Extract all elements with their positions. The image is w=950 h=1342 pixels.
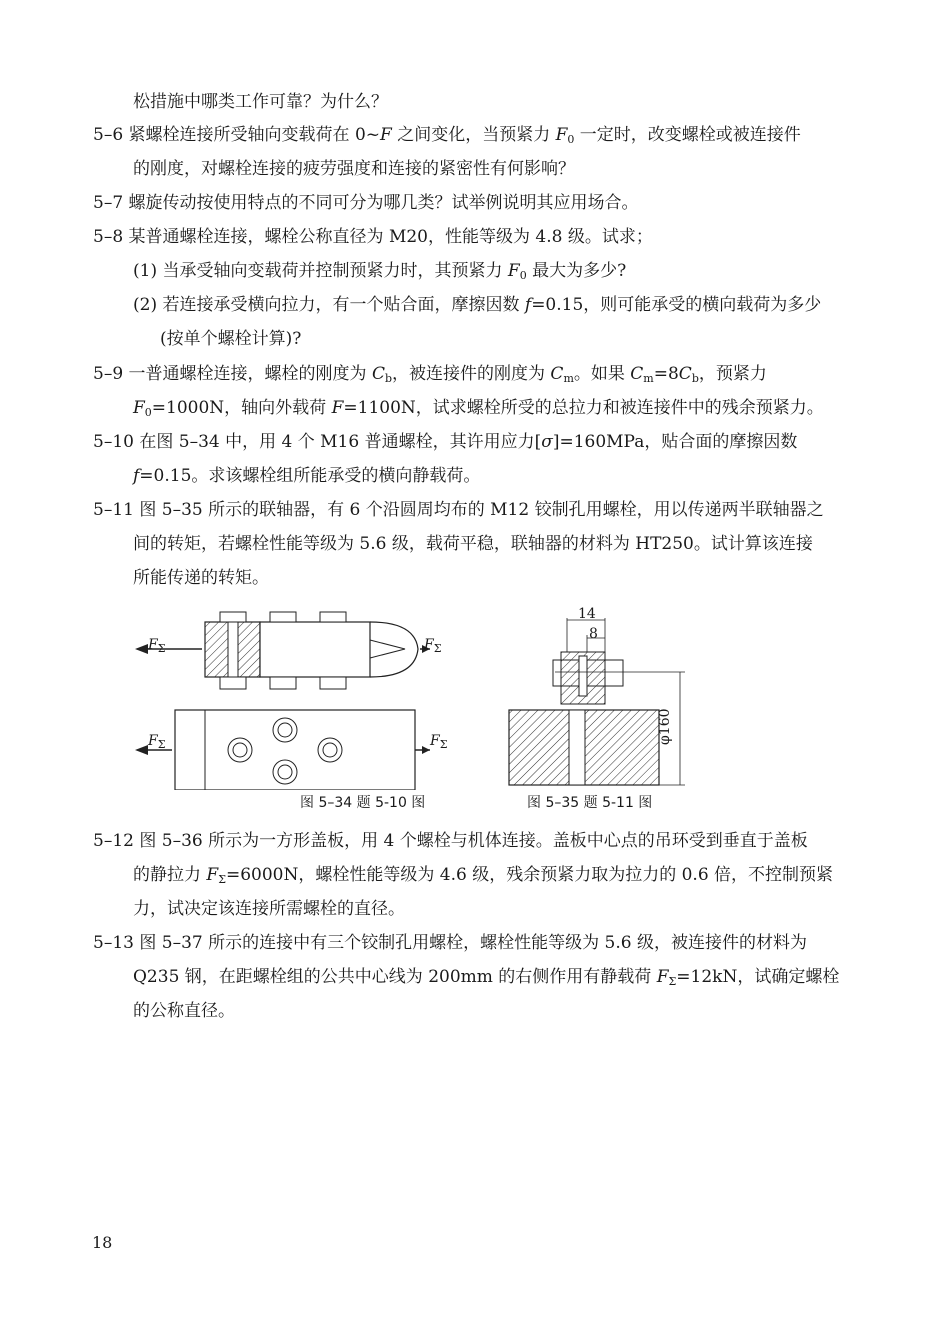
text-line: 的公称直径。	[133, 1001, 235, 1021]
text-line: (2) 若连接承受横向拉力，有一个贴合面，摩擦因数 f=0.15，则可能承受的横向载荷为多少	[133, 295, 822, 315]
question-5-13: 5–13 图 5–37 所示的连接中有三个铰制孔用螺栓，螺栓性能等级为 5.6 级，被连接件的材料为	[93, 933, 807, 953]
question-5-7: 5–7 螺旋传动按使用特点的不同可分为哪几类？试举例说明其应用场合。	[93, 193, 639, 213]
text-line: (1) 当承受轴向变载荷并控制预紧力时，其预紧力 $F_0$ 最大为多少?	[133, 261, 627, 282]
dimension-14: 14	[578, 606, 596, 622]
text-line: (按单个螺栓计算)?	[160, 329, 302, 349]
dimension-8: 8	[589, 626, 598, 642]
page-number: 18	[92, 1233, 113, 1252]
text-line: Q235 钢，在距螺栓组的公共中心线为 200mm 的右侧作用有静载荷 $F_\Sigma=12kN$，试确定螺栓	[133, 967, 840, 988]
dimension-phi160: φ160	[657, 708, 673, 745]
force-label-left-top: $F_\Sigma$	[148, 637, 166, 655]
text-line: 所能传递的转矩。	[133, 568, 269, 588]
figure-5-34-caption: 图 5–34 题 5-10 图	[300, 795, 426, 811]
force-label-left-bottom: $F_\Sigma$	[148, 733, 166, 751]
text-line: 的刚度，对螺栓连接的疲劳强度和连接的紧密性有何影响？	[133, 159, 575, 179]
force-label-right-top: $F_\Sigma$	[424, 637, 442, 655]
text-line: f=0.15。求该螺栓组所能承受的横向静载荷。	[133, 466, 481, 486]
force-label-right-bottom: $F_\Sigma$	[430, 733, 448, 751]
text-line: 间的转矩，若螺栓性能等级为 5.6 级，载荷平稳，联轴器的材料为 HT250。试计算该连接	[133, 534, 813, 554]
question-5-8: 5–8 某普通螺栓连接，螺栓公称直径为 M20，性能等级为 4.8 级。试求；	[93, 227, 653, 247]
figure-5-35-caption: 图 5–35 题 5-11 图	[527, 795, 653, 811]
question-5-12: 5–12 图 5–36 所示为一方形盖板，用 4 个螺栓与机体连接。盖板中心点的吊环受到垂直于盖板	[93, 831, 808, 851]
figure-5-34	[130, 600, 430, 790]
question-5-11: 5–11 图 5–35 所示的联轴器，有 6 个沿圆周均布的 M12 铰制孔用螺栓，用以传递两半联轴器之	[93, 500, 824, 520]
text-line: 的静拉力 $F_\Sigma=6000N$，螺栓性能等级为 4.6 级，残余预紧力取为拉力的 0.6 倍，不控制预紧	[133, 865, 834, 886]
text-line: 松措施中哪类工作可靠？为什么？	[133, 92, 388, 112]
question-5-9: 5–9 一普通螺栓连接，螺栓的刚度为 $C_b$，被连接件的刚度为 $C_m$。如果 $C_m=8C_b$，预紧力	[93, 364, 767, 385]
question-5-6: 5–6 紧螺栓连接所受轴向变载荷在 0~F 之间变化，当预紧力 $F_0$ 一定时，改变螺栓或被连接件	[93, 125, 801, 146]
question-5-10: 5–10 在图 5–34 中，用 4 个 M16 普通螺栓，其许用应力[σ]=160MPa，贴合面的摩擦因数	[93, 432, 798, 452]
text-line: $F_0=1000N$，轴向外载荷 F=1100N，试求螺栓所受的总拉力和被连接件中的残余预紧力。	[133, 398, 824, 419]
text-line: 力，试决定该连接所需螺栓的直径。	[133, 899, 405, 919]
